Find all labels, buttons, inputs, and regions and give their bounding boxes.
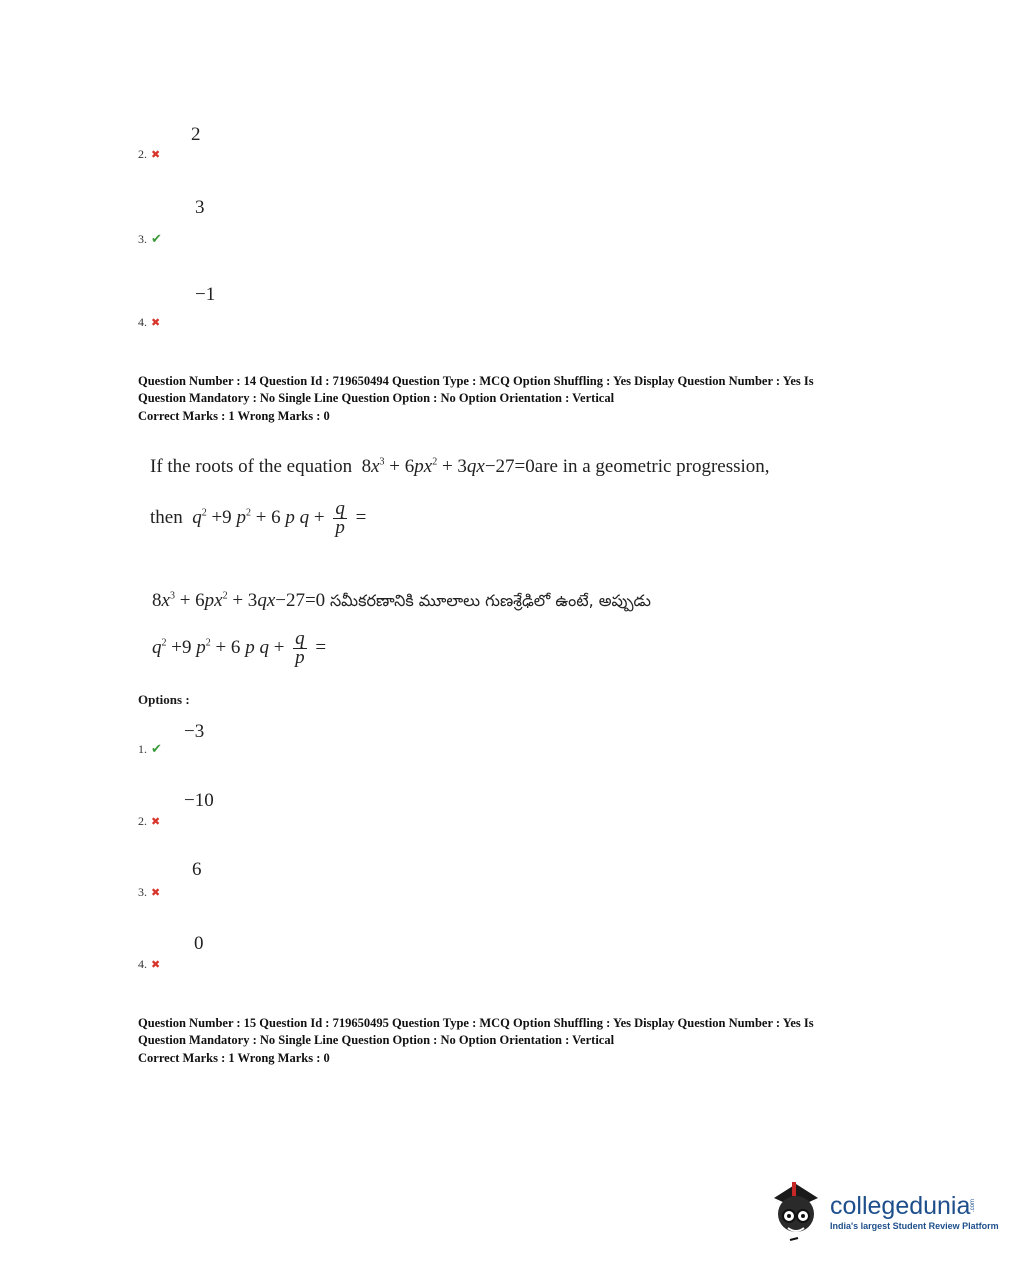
equals-sign-telugu: =	[315, 636, 327, 658]
question-14-telugu-line2	[152, 630, 326, 667]
fraction-q-over-p: $\frac{q}{p}$	[335, 498, 345, 538]
question-14-english-suffix: are in a geometric progression,	[534, 456, 770, 477]
question-15-meta	[138, 1015, 898, 1067]
equation: $8x^3 + 6px^2 + 3qx-27=0$	[356, 456, 535, 477]
q14-option-2[interactable]	[138, 814, 160, 829]
prev-option-2	[138, 147, 160, 162]
check-mark-icon: ✔	[151, 232, 162, 247]
question-14-telugu-line1	[152, 590, 651, 614]
logo-com: .com	[970, 1199, 977, 1213]
cross-mark-icon: ✖	[151, 815, 161, 828]
prev-option-3	[138, 232, 162, 247]
q14-option-4[interactable]	[138, 957, 160, 972]
equals-sign: =	[355, 506, 367, 528]
logo-tagline: India's largest Student Review Platform	[830, 1220, 999, 1231]
prev-option-2-value: 2	[191, 124, 201, 145]
q14-option-3-value: 6	[192, 859, 202, 880]
q14-option-2-value: −10	[184, 790, 214, 811]
q14-option-3-number: 3.	[138, 885, 147, 899]
question-14-telugu-text: సమీకరణానికి మూలాలు గుణశ్రేఢిలో ఉంటే, అప్పుడు	[329, 591, 651, 610]
question-14-english-line1	[150, 456, 770, 478]
q14-option-2-number: 2.	[138, 814, 147, 828]
logo-name: collegedunia	[830, 1191, 971, 1220]
question-14-english-line2	[150, 500, 366, 537]
expression: $q^2 +9$ $p^2 + 6$ p q +	[192, 506, 325, 528]
question-15-meta-line3: Correct Marks : 1 Wrong Marks : 0	[138, 1051, 330, 1065]
prev-option-3-number: 3.	[138, 232, 147, 246]
cross-mark-icon: ✖	[151, 886, 161, 899]
cross-mark-icon: ✖	[151, 958, 161, 971]
collegedunia-logo	[768, 1178, 999, 1244]
question-14-then-word: then	[150, 506, 183, 528]
q14-option-4-number: 4.	[138, 957, 147, 971]
prev-option-4-number: 4.	[138, 315, 147, 329]
q14-option-1-value: −3	[184, 721, 205, 742]
cross-mark-icon: ✖	[151, 316, 161, 329]
prev-option-3-value: 3	[195, 197, 205, 218]
q14-option-3[interactable]	[138, 885, 160, 900]
logo-text-group	[830, 1192, 999, 1231]
cross-mark-icon: ✖	[151, 148, 161, 161]
options-label: Options :	[138, 692, 190, 707]
q14-option-4-value: 0	[194, 933, 204, 954]
question-14-meta	[138, 373, 898, 425]
question-15-meta-line2: Question Mandatory : No Single Line Question Option : No Option Orientation : Vertical	[138, 1032, 615, 1047]
question-14-english-prefix: If the roots of the equation	[150, 456, 353, 477]
check-mark-icon: ✔	[151, 742, 162, 757]
question-14-meta-line3: Correct Marks : 1 Wrong Marks : 0	[138, 409, 330, 423]
question-15-meta-line1: Question Number : 15 Question Id : 719650495 Question Type : MCQ Option Shuffling : Yes Display Question Number : Yes Is	[138, 1016, 814, 1030]
prev-option-4-value: −1	[195, 284, 216, 305]
prev-option-4	[138, 315, 160, 330]
question-14-meta-line1: Question Number : 14 Question Id : 719650494 Question Type : MCQ Option Shuffling : Yes Display Question Number : Yes Is	[138, 374, 814, 388]
expression-telugu: $q^2 +9$ $p^2 + 6$ p q +	[152, 636, 285, 658]
fraction-q-over-p-telugu: $\frac{q}{p}$	[295, 628, 305, 668]
mascot-icon	[768, 1178, 824, 1244]
question-14-meta-line2: Question Mandatory : No Single Line Question Option : No Option Orientation : Vertical	[138, 390, 615, 405]
equation-telugu: $8x^3 + 6px^2 + 3qx-27=0$	[152, 590, 326, 611]
prev-option-2-number: 2.	[138, 147, 147, 161]
q14-option-1[interactable]	[138, 742, 162, 757]
q14-option-1-number: 1.	[138, 742, 147, 756]
